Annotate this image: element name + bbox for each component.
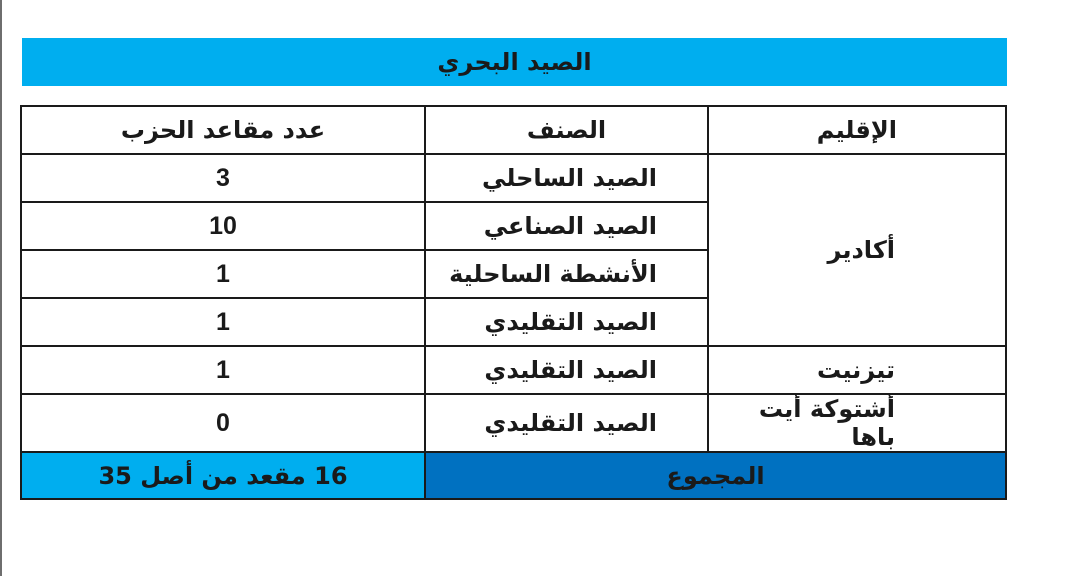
title-text: الصيد البحري (437, 48, 592, 76)
header-seats: عدد مقاعد الحزب (21, 106, 425, 154)
seats-cell: 1 (21, 250, 425, 298)
header-region: الإقليم (708, 106, 1006, 154)
table-row (21, 394, 1006, 452)
seats-cell: 1 (21, 346, 425, 394)
class-cell: الأنشطة الساحلية (425, 250, 708, 298)
seats-cell: 0 (21, 394, 425, 452)
header-class: الصنف (425, 106, 708, 154)
seats-table (20, 105, 1007, 500)
table-title (22, 38, 1007, 86)
class-cell: الصيد الصناعي (425, 202, 708, 250)
region-cell: أكادير (708, 154, 1006, 346)
total-value: 16 مقعد من أصل 35 (21, 452, 425, 499)
total-row (21, 452, 1006, 499)
class-cell: الصيد التقليدي (425, 346, 708, 394)
table-row (21, 346, 1006, 394)
region-cell: تيزنيت (708, 346, 1006, 394)
page-edge (0, 0, 2, 576)
seats-cell: 1 (21, 298, 425, 346)
class-cell: الصيد التقليدي (425, 298, 708, 346)
header-row (21, 106, 1006, 154)
seats-cell: 10 (21, 202, 425, 250)
seats-cell: 3 (21, 154, 425, 202)
class-cell: الصيد التقليدي (425, 394, 708, 452)
class-cell: الصيد الساحلي (425, 154, 708, 202)
region-cell: أشتوكة أيت باها (708, 394, 1006, 452)
total-label: المجموع (425, 452, 1006, 499)
table-row (21, 154, 1006, 202)
